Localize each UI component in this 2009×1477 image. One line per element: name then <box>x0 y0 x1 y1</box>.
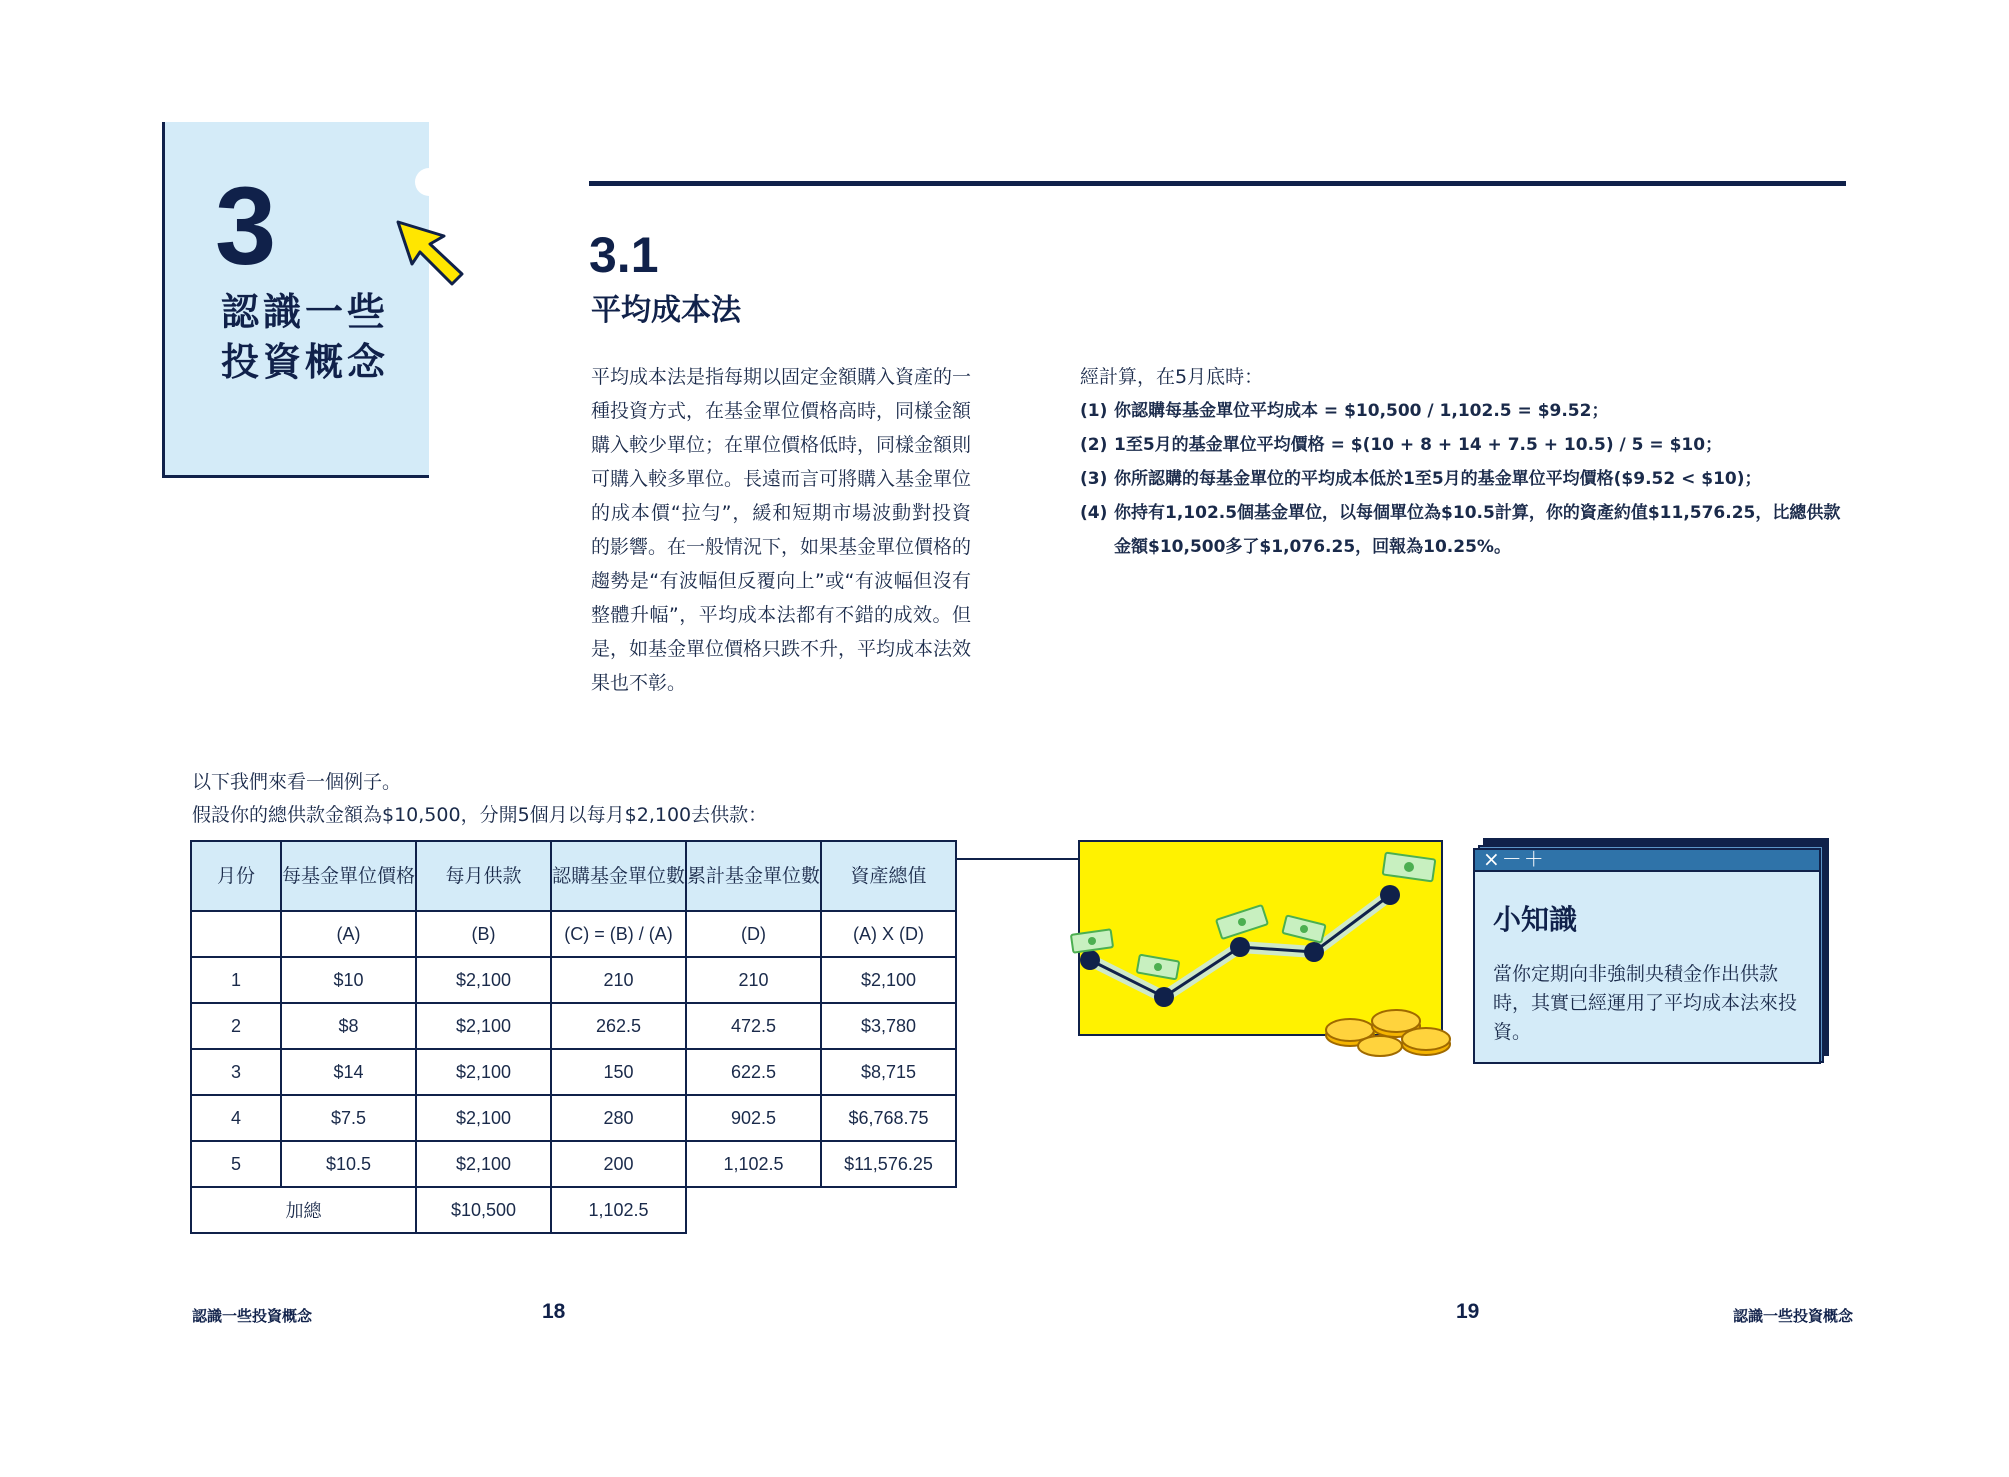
calculation-block <box>1080 360 1850 564</box>
tab-notch <box>415 168 443 196</box>
page-number-left: 18 <box>542 1300 566 1323</box>
table-cell: $2,100 <box>416 1141 551 1187</box>
table-row <box>191 957 956 1003</box>
table-cell: $2,100 <box>416 1049 551 1095</box>
chart-point <box>1080 950 1100 970</box>
table-cell <box>191 911 281 957</box>
chart-point <box>1154 987 1174 1007</box>
header-monthly-contribution: 每月供款 <box>416 841 551 911</box>
table-cell: $6,768.75 <box>821 1095 956 1141</box>
section-title: 平均成本法 <box>591 293 741 328</box>
header-cumulative-units: 累計基金單位數 <box>686 841 821 911</box>
total-units: 1,102.5 <box>551 1187 686 1233</box>
window-controls-icon: ×－＋ <box>1483 847 1546 871</box>
chart-point <box>1230 937 1250 957</box>
table-row <box>191 1049 956 1095</box>
calculation-item-text: 1至5月的基金單位平均價格 = $(10 + 8 + 14 + 7.5 + 10.5) / 5 = $10； <box>1114 435 1723 455</box>
table-total-row <box>191 1187 956 1233</box>
table-cell: 200 <box>551 1141 686 1187</box>
table-cell: $14 <box>281 1049 416 1095</box>
calculation-item-text: 你持有1,102.5個基金單位，以每個單位為$10.5計算，你的資產約值$11,576.25，比總供款金額$10,500多了$1,076.25，回報為10.25%。 <box>1114 503 1841 557</box>
table-cell: $8,715 <box>821 1049 956 1095</box>
table-cell: 3 <box>191 1049 281 1095</box>
table-cell: 280 <box>551 1095 686 1141</box>
calculation-item-number: (1) <box>1080 401 1108 421</box>
table-cell: (B) <box>416 911 551 957</box>
chart-point <box>1304 942 1324 962</box>
table-cell: $10.5 <box>281 1141 416 1187</box>
table-cell: $2,100 <box>416 1003 551 1049</box>
table-cell: (A) X (D) <box>821 911 956 957</box>
calculation-item <box>1080 394 1850 428</box>
table-cell: $8 <box>281 1003 416 1049</box>
section-rule <box>589 181 1846 186</box>
calculation-item-number: (2) <box>1080 435 1108 455</box>
footer-left-title: 認識一些投資概念 <box>192 1307 313 1325</box>
table-cell: $7.5 <box>281 1095 416 1141</box>
tip-body: 當你定期向非強制央積金作出供款時，其實已經運用了平均成本法來投資。 <box>1493 963 1798 1043</box>
chapter-title-line1: 認識一些 <box>221 290 390 334</box>
calculation-item-text: 你所認購的每基金單位的平均成本低於1至5月的基金單位平均價格($9.52 < $10)； <box>1114 469 1762 489</box>
chapter-title-line2: 投資概念 <box>221 340 390 384</box>
table-cell: 262.5 <box>551 1003 686 1049</box>
table-cell: 210 <box>686 957 821 1003</box>
table-header-row <box>191 841 956 911</box>
banknote-icon <box>1137 955 1180 980</box>
table-cell: 622.5 <box>686 1049 821 1095</box>
header-unit-price: 每基金單位價格 <box>281 841 416 911</box>
table-cell: $2,100 <box>821 957 956 1003</box>
table-cell: (C) = (B) / (A) <box>551 911 686 957</box>
table-row <box>191 1095 956 1141</box>
chart-point <box>1380 885 1400 905</box>
table-cell: 210 <box>551 957 686 1003</box>
banknote-icon <box>1383 853 1436 882</box>
table-cell: 1 <box>191 957 281 1003</box>
table-cell: $3,780 <box>821 1003 956 1049</box>
table-row <box>191 1003 956 1049</box>
chapter-number: 3 <box>215 165 277 288</box>
calculation-item-text: 你認購每基金單位平均成本 = $10,500 / 1,102.5 = $9.52； <box>1114 401 1609 421</box>
chapter-tab <box>162 122 429 478</box>
header-units-purchased: 認購基金單位數 <box>551 841 686 911</box>
calculation-item <box>1080 496 1850 564</box>
tip-title: 小知識 <box>1493 903 1578 936</box>
table-cell: 472.5 <box>686 1003 821 1049</box>
table-cell: 4 <box>191 1095 281 1141</box>
calculation-intro: 經計算，在5月底時： <box>1080 366 1264 388</box>
table-cell: $2,100 <box>416 1095 551 1141</box>
total-label: 加總 <box>191 1187 416 1233</box>
investment-table <box>190 840 957 1234</box>
chapter-title <box>221 287 421 387</box>
example-line1: 以下我們來看一個例子。 <box>192 771 402 793</box>
table-cell: 902.5 <box>686 1095 821 1141</box>
table-cell: 1,102.5 <box>686 1141 821 1187</box>
table-cell: $11,576.25 <box>821 1141 956 1187</box>
page-number-right: 19 <box>1456 1300 1480 1323</box>
rising-chart-illustration <box>1050 840 1470 1080</box>
header-total-asset: 資產總值 <box>821 841 956 911</box>
banknote-icon <box>1282 915 1325 942</box>
table-cell: $2,100 <box>416 957 551 1003</box>
table-formula-row <box>191 911 956 957</box>
table-cell: (D) <box>686 911 821 957</box>
section-number: 3.1 <box>589 227 659 283</box>
tip-window <box>1473 848 1821 1064</box>
table-row <box>191 1141 956 1187</box>
banknote-icon <box>1071 929 1113 952</box>
table-cell: $10 <box>281 957 416 1003</box>
calculation-item <box>1080 462 1850 496</box>
tip-titlebar <box>1475 847 1819 872</box>
calculation-item <box>1080 428 1850 462</box>
calculation-item-number: (3) <box>1080 469 1108 489</box>
coins-icon <box>1326 1010 1450 1056</box>
table-cell: 5 <box>191 1141 281 1187</box>
banknote-icon <box>1216 905 1268 939</box>
table-cell: (A) <box>281 911 416 957</box>
table-cell: 2 <box>191 1003 281 1049</box>
example-line2: 假設你的總供款金額為$10,500，分開5個月以每月$2,100去供款： <box>192 804 768 826</box>
body-paragraph: 平均成本法是指每期以固定金額購入資產的一種投資方式，在基金單位價格高時，同樣金額購入較少單位；在單位價格低時，同樣金額則可購入較多單位。長遠而言可將購入基金單位的成本價“拉勻”，緩和短期市場波動對投資的影響。在一般情況下，如果基金單位價格的趨勢是“有波幅但反覆向上”或“有波幅但沒有整體升幅”，平均成本法都有不錯的成效。但是，如基金單位價格只跌不升，平均成本法效果也不彰。 <box>591 366 972 694</box>
example-intro <box>192 766 767 832</box>
cursor-arrow-icon <box>392 218 466 290</box>
table-cell: 150 <box>551 1049 686 1095</box>
header-month: 月份 <box>191 841 281 911</box>
footer-right-title: 認識一些投資概念 <box>1733 1307 1854 1325</box>
calculation-item-number: (4) <box>1080 503 1108 523</box>
total-contribution: $10,500 <box>416 1187 551 1233</box>
